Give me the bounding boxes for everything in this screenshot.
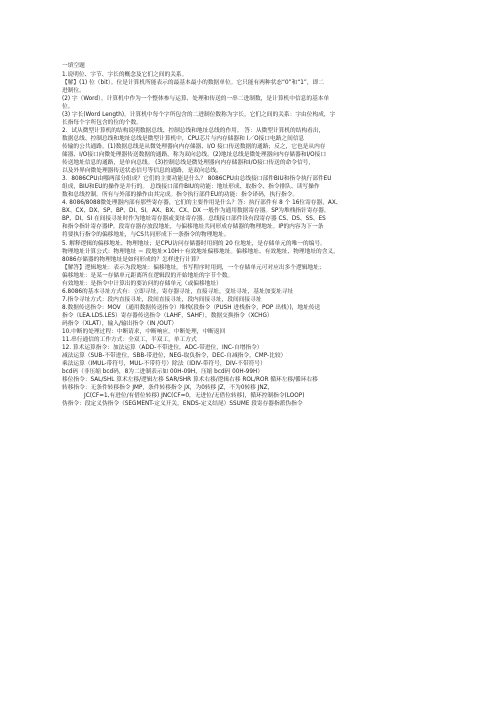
answer-line: BX、CX、DX、SP、BP、DI、SI。AX、BX、CX、DX 一般作为通用数据寄存器。SP为堆栈指针寄存器， [62,208,330,215]
answer-line: 物理地址计算公式：物理地址 ＝ 段地址×10H＋有效地址偏移地址。偏移地址、有效地址、物理地址的含义， [62,248,339,255]
answer-line: 有效地址：是指令中计算出的要访问的存储单元（或偏移地址） [62,280,222,287]
answer-line: 传输的公共通路。(1)数据总线是从微处理器向内存储器、I/O 接口传送数据的通路；反之，它也是从内存 [62,143,326,150]
document-page [62,62,432,409]
answer-line: JC(CF=1,有进位/有借位转移) JNC(CF=0，无进位/无借位转移)，循环控制指令(LOOP) [84,393,305,400]
answer-line: 移位指令：SAL/SHL 算术左移/逻辑左移 SAR/SHR 算术右移/逻辑右移 ROL/ROR 循环左移/循环右移 [62,377,318,384]
answer-line: (2) 字（Word）。计算机中作为一个整体参与运算、处理和传送的一串二进制数，是计算机中信息的基本单 [62,95,330,102]
answer-line: 数和总线控制。所有与外部的操作由其完成。指令执行部件EU的功能：指令译码，执行指令。 [62,192,299,199]
answer-line: 【解】(1) 位（bit）。位是计算机所能表示的最基本最小的数据单位。它只能有两种状态“0”和“1”，即二 [62,79,325,86]
answer-line: (3) 字长(Word Length)。计算机中每个字所包含的二进制位数称为字长。它们之间的关系：字由位构成，字 [62,111,336,118]
question-4: 4. 8086/8088微处理器内部有那些寄存器，它们的主要作用是什么？答：执行部件有 8 个 16位寄存器，AX、 [62,200,342,207]
question-3: 3．8086CPU由哪两部分组成？它们的主要功能是什么？ 8086CPU由总线接口部件BIU和指令执行部件EU [62,176,332,183]
answer-line: 位。 [62,103,74,110]
answer-line: 指令（LEA.LDS.LES）寄存器传送指令（LAHF，SAHF），数据交换指令（XCHG） [62,312,273,319]
answer-line: 传送地址信息的通路，是单向总线。 (3)控制总线是微处理器向内存储器和I/O接口传送的命令信号， [62,160,315,167]
answer-line: 长指每个字所包含的位的个数。 [62,119,142,126]
answer-line: 和指令指针寄存器IP。段寄存器存放段地址，与偏移地址共同形成存储器的物理地址。IP的内容为下一条 [62,224,324,231]
question-2: 2．试从微型计算机的结构说明数据总线、控制总线和地址总线的作用。 答：从微型计算机的结构看出， [62,127,325,134]
answer-line: 偏移地址：是某一存储单元距离所在逻辑段的开始地址的字节个数。 [62,272,234,279]
question-5: 5. 解释逻辑的偏移地址、物理地址；是CPU访问存储器时用到的 20 位地址，是存储单元的唯一的编号。 [62,240,326,247]
question-1: 1.说明位、字节、字长的概念及它们之间的关系。 [62,71,188,78]
answer-line: bcd码（非压缩 bcd码，8为二进制表示如 00H-09H，压缩 bcd码 00H-99H） [62,369,264,376]
item-11: 11.串行通信的工作方式：全双工，半双工，单工方式 [62,337,197,344]
item-7: 7.指令寻址方式：段内直接寻址，段间直接寻址，段内间接寻址，段间间接寻址 [62,296,262,303]
item-6: 6.8086的基本寻址方式有：立即寻址，寄存器寻址，直接寻址，变址寻址，基址加变址寻址 [62,288,294,295]
answer-line: 组成，BIU和EU的操作是并行的。 总线接口部件BIU的功能：地址形成、取指令、指令排队、读写操作 [62,184,320,191]
answer-line: 【解答】逻辑地址：表示为段地址：偏移地址，书写程序时用到，一个存储单元可对应出多个逻辑地址； [62,264,325,271]
answer-line: 8086存储器的物理地址是如何形成的？怎样进行计算？ [62,256,203,263]
section-heading: 一填空题 [62,63,85,69]
answer-line: 以及外界向微处理器传送状态信号等信息的通路，是双向总线。 [62,168,222,175]
item-8: 8.数据传送指令：MOV （通用数据传送指令）堆栈(段指令（PUSH 进栈指令，POP 出栈）)，地址传送 [62,304,321,311]
answer-line: 乘法运算（IMUL-带符号，MUL-不带符号）除法（IDIV-带符号，DIV-不带符号） [62,361,266,368]
answer-line: 将要执行指令的偏移地址，与CS共同形成下一条指令的物理地址。 [62,232,230,239]
answer-line: 转移指令：无条件转移指令 JMP，条件转移指令 JX，为0转移 JZ，不为0转移 JNZ， [62,385,274,392]
item-12: 12. 算术运算指令：加法运算（ADD-不带进位，ADC-带进位，INC-自增指令） [62,345,263,352]
answer-line: 数据总线、控制总线和地址总线是微型计算机中，CPU芯片与内存储器和 I／O接口电路之间信息 [62,135,305,142]
answer-line: 码指令（XLAT），输入/输出指令（IN /OUT） [62,321,178,327]
answer-line: 储器、I/O接口向微处理器传送数据的通路，称为双向总线。(2)地址总线是微处理器向内存储器和I/O接口 [62,152,327,159]
answer-line: 进制位。 [62,87,85,94]
answer-line: BP、DI、SI 在间接寻址时作为地址寄存器或变址寄存器。总线接口部件设有段寄存器 CS、DS、SS、ES [62,216,326,223]
item-10: 10.中断的处理过程：中断请求，中断响应，中断处理，中断返回 [62,329,226,336]
answer-line: 伪指令：段定义伪指令（SEGMENT-定义开关，ENDS-定义结尾）SSUME 段寄存器指派伪指令 [62,401,303,408]
answer-line: 减法运算（SUB-不带进位，SBB-带进位，NEG-取负指令，DEC-自减指令，CMP-比较） [62,353,287,360]
